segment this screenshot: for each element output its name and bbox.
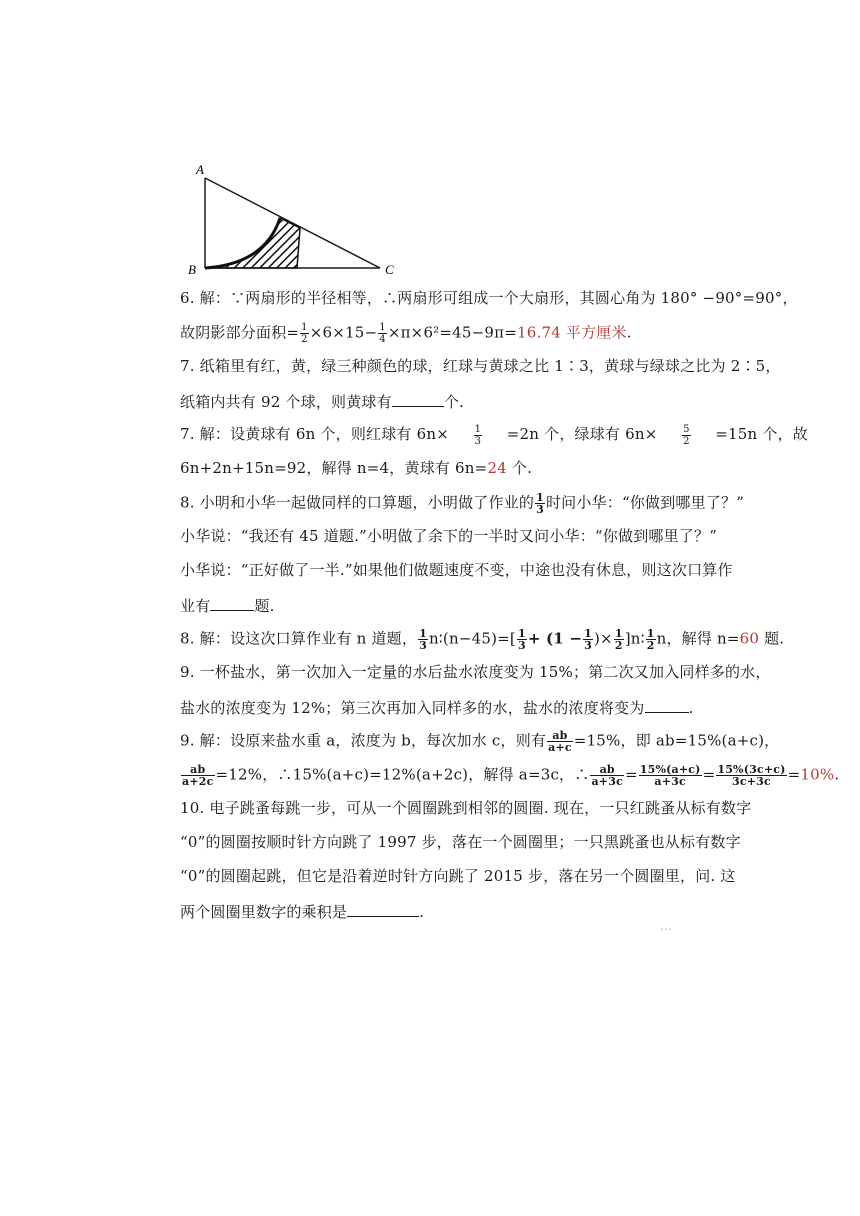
p10-q-line4: 两个圆圈里数字的乘积是 . — [180, 900, 808, 922]
p6-sol-line1 — [180, 288, 808, 310]
frac-half: $\frac{1}{2}$ — [301, 322, 308, 345]
fraction: $\frac{1}{2}$ — [646, 627, 655, 652]
shaded-region — [205, 218, 300, 268]
frac-third: $\frac{1}{3}$ — [474, 424, 482, 447]
p8-q-line1 — [180, 492, 808, 514]
p10-q-line3 — [180, 866, 808, 888]
answer-blank — [645, 696, 689, 713]
p7-sol-text1c: =15n 个，故 — [715, 425, 808, 443]
fraction: $\frac{1}{2}$ — [614, 627, 623, 652]
p9-q-text1: 9. 一杯盐水，第一次加入一定量的水后盐水浓度变为 15%；第二次又加入同样多的水， — [180, 663, 771, 681]
p7-sol-text1a: 7. 解：设黄球有 6n 个，则红球有 6n× — [180, 425, 449, 443]
frac-five-halves: $\frac{5}{2}$ — [683, 424, 690, 447]
frac-third: $\frac{1}{3}$ — [536, 491, 544, 516]
p9-sol-line2: $\frac{ab}{a+2c}$ =12%，∴15%(a+c)=12%(a+2c)，解得 a=3c，∴ $\frac{ab}{a+3c}$ = $\frac{15\%(a+c)}{a+3c}$ = $\frac{15\%(3c+c)}{3c+3c}$ =10%. — [182, 763, 840, 788]
p9-sol-text1b: =15%，即 ab=15%(a+c)， — [573, 731, 780, 750]
p8-q-line4: 业有 题. — [180, 594, 808, 616]
answer-blank — [210, 594, 254, 611]
p9-answer: 10% — [800, 765, 835, 784]
p7-sol-text2a: 6n+2n+15n=92，解得 n=4，黄球有 6n= — [180, 459, 488, 477]
answer-blank — [347, 900, 419, 917]
p7-sol-text1b: =2n 个，绿球有 6n× — [506, 425, 658, 443]
fraction: $\frac{1}{3}$ — [584, 627, 592, 652]
p8-answer: 60 — [739, 629, 760, 648]
p7-q-line2: 纸箱内共有 92 个球，则黄球有 个. — [180, 390, 808, 412]
p9-sol-text1a: 9. 解：设原来盐水重 a，浓度为 b，每次加水 c，则有 — [180, 731, 547, 750]
p10-q-line2 — [180, 832, 808, 854]
p9-sol-text2a: =12%，∴15%(a+c)=12%(a+2c)，解得 a=3c，∴ — [215, 765, 590, 784]
p8-q-line3 — [180, 560, 808, 582]
label-a: A — [196, 162, 204, 177]
p7-sol-line2: 6n+2n+15n=92，解得 n=4，黄球有 6n=24 个. — [180, 459, 533, 477]
p8-q-text3: 小华说：“正好做了一半.”如果他们做题速度不变，中途也没有休息，则这次口算作 — [180, 561, 733, 579]
fraction: $\frac{1}{3}$ — [419, 627, 427, 652]
scan-noise: ⋯ — [660, 922, 672, 936]
fraction: $\frac{15\%(a+c)}{a+3c}$ — [639, 763, 701, 788]
p7-q-text1: 7. 纸箱里有红，黄，绿三种颜色的球，红球与黄球之比 1∶3，黄球与绿球之比为 2∶5， — [180, 357, 781, 375]
p9-q-text2a: 盐水的浓度变为 12%；第三次再加入同样多的水，盐水的浓度将变为 — [180, 699, 645, 717]
p6-sol-text2c: ×π×6²=45−9π= — [387, 323, 517, 342]
p6-sol-line2: 故阴影部分面积= $\frac{1}{2}$ ×6×15− $\frac{1}{4}$ ×π×6²=45−9π=16.74 平方厘米. — [180, 322, 632, 345]
p7-q-text2a: 纸箱内共有 92 个球，则黄球有 — [180, 393, 392, 411]
p6-sol-text2b: ×6×15− — [309, 323, 378, 342]
label-b: B — [188, 262, 196, 277]
p8-sol-text-c: + (1 − — [527, 629, 583, 648]
p8-sol-text-a: 8. 解：设这次口算作业有 n 道题， — [180, 629, 418, 648]
fraction: $\frac{15\%(3c+c)}{3c+3c}$ — [717, 763, 786, 788]
answer-blank — [392, 390, 444, 407]
p6-answer: 16.74 平方厘米 — [517, 323, 627, 342]
p8-q-text2: 小华说：“我还有 45 道题.”小明做了余下的一半时又问小华：“你做到哪里了？” — [180, 527, 718, 545]
p7-q-line1 — [180, 356, 808, 378]
document-content — [180, 288, 840, 934]
p10-q-text4a: 两个圆圈里数字的乘积是 — [180, 903, 348, 921]
fraction: $\frac{ab}{a+2c}$ — [182, 763, 214, 788]
p7-sol-line1 — [180, 424, 808, 446]
p6-sol-text2a: 故阴影部分面积= — [180, 323, 300, 342]
p6-sol-text1: 6. 解：∵两扇形的半径相等，∴两扇形可组成一个大扇形，其圆心角为 180° −90°=90°， — [180, 289, 798, 307]
fraction: $\frac{ab}{a+c}$ — [548, 729, 572, 754]
fraction: $\frac{1}{3}$ — [517, 627, 526, 652]
p8-q-text4a: 业有 — [180, 597, 211, 615]
p10-q-text1: 10. 电子跳蚤每跳一步，可从一个圆圈跳到相邻的圆圈. 现在，一只红跳蚤从标有数字 — [180, 799, 752, 817]
p8-sol-line: 8. 解：设这次口算作业有 n 道题， $\frac{1}{3}$ n∶(n−45)=[ $\frac{1}{3}$ + (1 − $\frac{1}{3}$ )× $\frac{1}{2}$ ]n∶ $\frac{1}{2}$ n，解得 n=60 题. — [180, 627, 785, 652]
p8-sol-text-b: n∶(n−45)=[ — [428, 629, 516, 648]
p8-sol-text-f: n，解得 n= — [656, 629, 740, 648]
triangle-figure — [180, 160, 400, 289]
p8-q-text1b: 时问小华：“你做到哪里了？” — [545, 493, 745, 512]
p9-q-line1 — [180, 662, 808, 684]
p9-sol-line1 — [180, 730, 808, 752]
p10-q-line1 — [180, 798, 808, 820]
label-c: C — [385, 262, 394, 277]
frac-quarter: $\frac{1}{4}$ — [379, 322, 386, 345]
triangle-diagram — [180, 160, 400, 285]
p7-answer: 24 — [487, 459, 507, 477]
fraction: $\frac{ab}{a+3c}$ — [591, 763, 623, 788]
p9-q-line2: 盐水的浓度变为 12%；第三次再加入同样多的水，盐水的浓度将变为 . — [180, 696, 808, 718]
p10-q-text3: “0”的圆圈起跳，但它是沿着逆时针方向跳了 2015 步，落在另一个圆圈里，问. 这 — [180, 867, 736, 885]
p10-q-text2: “0”的圆圈按顺时针方向跳了 1997 步，落在一个圆圈里；一只黑跳蚤也从标有数字 — [180, 833, 741, 851]
p8-q-text1a: 8. 小明和小华一起做同样的口算题，小明做了作业的 — [180, 493, 535, 512]
p8-q-line2 — [180, 526, 808, 548]
